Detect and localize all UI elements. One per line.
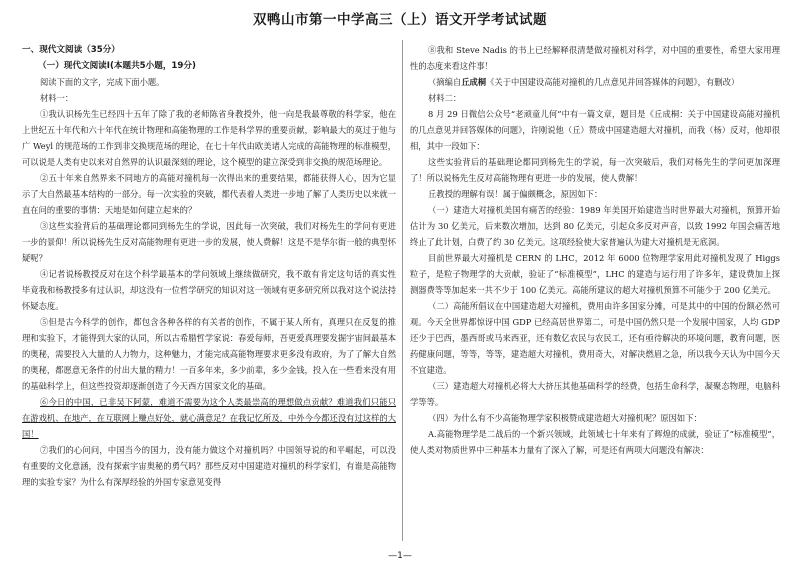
paragraph-8: ⑧我和 Steve Nadis 的书上已经解释很清楚做对撞机对科学，对中国的重要性，希望大家用理性的态度来看这件事！ [410,45,780,71]
source-prefix: （摘编自 [428,77,462,87]
page-number: —1— [388,551,412,561]
column-divider [402,40,403,541]
paragraph-4: ④记者说杨教授反对在这个科学最基本的学问领域上继续做研究，我不敢有肯定这句话的真实性毕竟我和杨教授多有过认识，却这没有一位哲学研究的知识对这一领域有更多研究所以我对这个说法持怀疑态度。 [22,269,396,311]
left-column [22,42,396,543]
material-one-label: 材料一： [40,93,74,103]
source-citation [410,74,780,90]
m2-paragraph-6: （二）高能所倡议在中国建造超大对撞机，费用由许多国家分摊，可是其中的中国的份额必然可观。今天全世界都惊讶中国 GDP 已经高居世界第二，可是中国仍然只是一个发展中国家，人均 GDP 还少于巴西，墨西哥或马来西亚，还有数亿农民与农民工，还有亟待解决的环境问题，教育问题，医药健康问题，等等，等等，建造超大对撞机，费用奇大，对解决燃眉之急，所以我今天认为中国今天不宜建造。 [410,301,780,375]
subsection-heading: （一）现代文阅读Ⅰ(本题共5小题，19分) [38,61,196,71]
m2-paragraph-1: 8 月 29 日微信公众号“老顽童儿何”中有一篇文章，题目是《丘成桐：关于中国建设高能对撞机的几点意见并回答媒体的问题》，许刚说他（丘）赞成中国建造超大对撞机，而我（杨）反对，他却很相，其中一段如下： [410,109,780,151]
paragraph-1: ①我认识杨先生已经四十五年了除了我的老师陈省身教授外，他一向是我最尊敬的科学家，他在上世纪五十年代和六十年代在统计物理和高能物理的工作是科学界的重要贡献，影响最大的莫过于他与广 Weyl 的规范场的工作到非交换规范场的理论，在七十年代由欧美诸人完成的高能物理的标准模型，可以说是人类有史以来对自然界的认识最深刻的理论，这个模型的建立深受到非交换的规范场理论。 [22,109,396,167]
m2-paragraph-8: （四）为什么有不少高能物理学家积极赞成建造超大对撞机呢？原因如下： [428,413,702,423]
section-heading: 一、现代文阅读（35分） [22,45,120,55]
paragraph-2: ②五十年来自然界来不同地方的高能对撞机每一次得出来的重要结果，都能获得人心，因为它显示了大自然最基本结构的一部分。每一次实验的突破，都代表着人类进一步地了解了人类历史以来就一直在问的重要的事情：天地是如何建立起来的？ [22,173,396,215]
paragraph-6: ⑥今日的中国，已非吴下阿蒙，难道不需要为这个人类最崇高的理想做点贡献？难道我们只能只在游戏机、在地产，在互联网上赚点好处，就心满意足？在我记忆所及，中外今今都还没有过这样的大国！ [22,397,396,439]
source-title: 《关于中国建设高能对撞机的几点意见并回答媒体的问题》，有删改） [486,77,740,87]
source-author: 丘成桐 [461,77,487,87]
m2-paragraph-7: （三）建造超大对撞机必将大大挤压其他基础科学的经费，包括生命科学，凝聚态物理，电脑科学等等。 [410,381,780,407]
paragraph-5: ⑤但是古今科学的创作，都包含各种各样的有关者的创作，不属于某人所有，真理只在反复的推理和实验下，才能得到大家的认同，所以古希腊哲学家说：春爱每师，吾更爱真理要发掘宇宙间最基本的奥秘，需要投入大量的人力物力，这种魅力，才能完成高能物理要求更多没有政府，为了了解大自然的奥秘，都愿意无条件的付出大量的精力！一百多年来，多少前辈，多少金钱，投入在一些看来没有用的基础科学上，但这些投资却逐渐创造了今天西方国家文化的基础。 [22,317,396,391]
m2-paragraph-3: 丘教授的理解有误！属于偏颇概念，原因如下： [428,189,603,199]
m2-paragraph-4: （一）建造大对撞机美国有痛苦的经验：1989 年美国开始建造当时世界最大对撞机，预算开始估计为 30 亿美元，后来数次增加，达到 80 亿美元，引起众多反对声音，以致 1992 年国会痛苦地终止了此计划，白费了约 30 亿美元。这项经验使大家普遍认为建大对撞机是无底洞。 [410,205,780,247]
page-title: 双鸭山市第一中学高三（上）语文开学考试试题 [253,12,547,28]
paragraph-7: ⑦我们的心问问，中国当今的国力，没有能力做这个对撞机吗？中国领导说的和平崛起，可以没有重要的文化意涵，没有探索宇宙奥秘的勇气吗？那些反对中国建造对撞机的科学家们，有谁是高能物理的实验专家？为什么有深厚经验的外国专家意见变得 [22,445,396,487]
m2-paragraph-5: 目前世界最大对撞机是 CERN 的 LHC，2012 年 6000 位物理学家用此对撞机发现了 Higgs 粒子，是粒子物理学的大贡献，验证了“标准模型”，LHC 的建造与运行用了许多年，建设费加上探测器费等等加起来一共不少于 100 亿美元。高能所建议的超大对撞机预算不可能少于 200 亿美元。 [410,253,780,295]
m2-paragraph-9: A.高能物理学是二战后的一个新兴领域，此领域七十年来有了辉煌的成就，验证了“标准模型”，使人类对物质世界中三种基本力量有了深入了解，可是还有两项大问题没有解决： [410,429,780,455]
right-column [410,42,780,543]
instruction-text: 阅读下面的文字，完成下面小题。 [40,77,165,87]
paragraph-3: ③这些实验背后的基础理论都同到杨先生的学说，因此每一次突破，我们对杨先生的学问有更进一步的景仰！所以说杨先生反对高能物理有更进一步的发展，使人费解！这是不是华尔街一般的典型怀疑呢？ [22,221,396,263]
m2-paragraph-2: 这些实验背后的基础理论都同到杨先生的学说，每一次突破后，我们对杨先生的学问更加深理了！所以说杨先生反对高能物理有更进一步的发展，使人费解！ [410,157,780,183]
material-two-label: 材料二： [428,93,462,103]
